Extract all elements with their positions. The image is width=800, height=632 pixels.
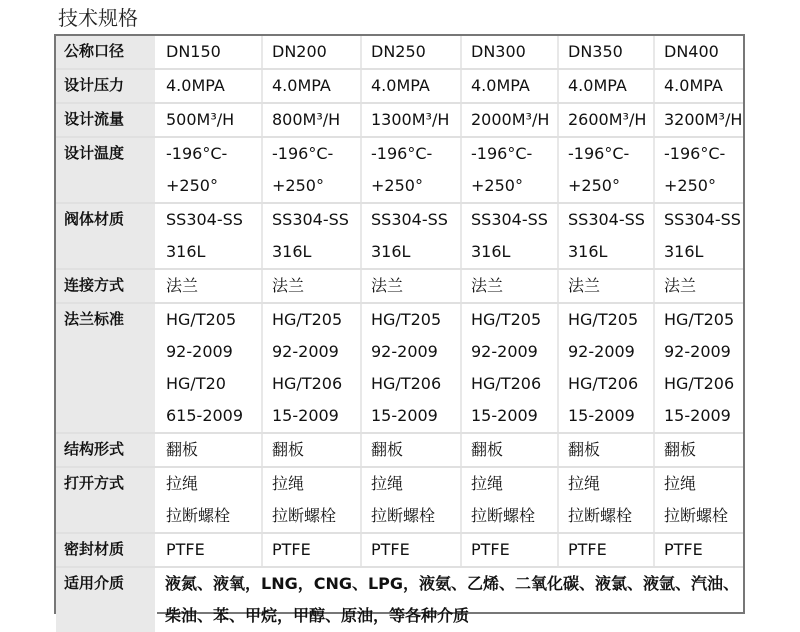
cell-text: DN200	[272, 42, 327, 61]
cell-text: PTFE	[272, 540, 311, 559]
spec-row	[56, 70, 743, 104]
cell-text: 15-2009	[272, 406, 339, 425]
cell-text: 翻板	[272, 440, 305, 459]
cell-text: 92-2009	[272, 342, 339, 361]
cell-text: HG/T20	[166, 374, 226, 393]
spec-cell	[157, 468, 263, 532]
media-text	[157, 568, 743, 632]
row-label	[56, 104, 157, 136]
spec-cell	[655, 534, 746, 566]
cell-text: 15-2009	[568, 406, 635, 425]
media-row	[56, 568, 743, 632]
row-label-text: 法兰标准	[64, 310, 125, 328]
cell-text: 拉断螺栓	[272, 506, 337, 525]
row-label	[56, 468, 157, 532]
cell-text: 翻板	[471, 440, 504, 459]
cell-text: 316L	[471, 242, 511, 261]
spec-cell	[559, 204, 655, 268]
row-label	[56, 270, 157, 302]
cell-text: DN250	[371, 42, 426, 61]
cell-text: +250°	[371, 176, 423, 195]
spec-cell	[462, 36, 559, 68]
cell-text: 拉绳	[166, 474, 199, 493]
cell-text: SS304-SS	[371, 210, 448, 229]
cell-text: 2000M³/H	[471, 110, 550, 129]
cell-text: 1300M³/H	[371, 110, 450, 129]
cell-text: HG/T205	[568, 310, 639, 329]
spec-row	[56, 104, 743, 138]
cell-text: 92-2009	[664, 342, 731, 361]
spec-cell	[362, 434, 462, 466]
cell-text: SS304-SS	[568, 210, 645, 229]
row-label	[56, 138, 157, 202]
spec-cell	[462, 534, 559, 566]
row-label	[56, 568, 157, 632]
cell-text: SS304-SS	[272, 210, 349, 229]
spec-row	[56, 304, 743, 434]
cell-text: 500M³/H	[166, 110, 235, 129]
cell-text: 法兰	[568, 276, 601, 295]
spec-cell	[157, 36, 263, 68]
spec-row	[56, 204, 743, 270]
cell-text: 拉断螺栓	[568, 506, 633, 525]
cell-text: 615-2009	[166, 406, 244, 425]
media-line: 柴油、苯、甲烷，甲醇、原油，等各种介质	[165, 606, 470, 625]
spec-row	[56, 468, 743, 534]
cell-text: DN400	[664, 42, 719, 61]
cell-text: 92-2009	[166, 342, 233, 361]
cell-text: 4.0MPA	[166, 76, 225, 95]
spec-cell	[462, 104, 559, 136]
cell-text: +250°	[166, 176, 218, 195]
cell-text: 800M³/H	[272, 110, 341, 129]
spec-cell	[362, 304, 462, 432]
spec-row	[56, 138, 743, 204]
spec-row	[56, 534, 743, 568]
cell-text: HG/T206	[371, 374, 442, 393]
row-label-text: 设计温度	[64, 144, 125, 162]
cell-text: +250°	[272, 176, 324, 195]
row-label	[56, 304, 157, 432]
cell-text: HG/T205	[664, 310, 735, 329]
cell-text: DN300	[471, 42, 526, 61]
spec-cell	[263, 138, 362, 202]
spec-cell	[462, 70, 559, 102]
spec-cell	[157, 534, 263, 566]
spec-cell	[362, 36, 462, 68]
row-label	[56, 204, 157, 268]
spec-cell	[655, 70, 746, 102]
cell-text: +250°	[664, 176, 716, 195]
spec-cell	[655, 434, 746, 466]
spec-cell	[362, 204, 462, 268]
cell-text: 拉绳	[272, 474, 305, 493]
spec-row	[56, 36, 743, 70]
cell-text: 法兰	[664, 276, 697, 295]
spec-cell	[157, 434, 263, 466]
cell-text: 拉绳	[371, 474, 404, 493]
spec-cell	[559, 36, 655, 68]
spec-cell	[157, 70, 263, 102]
spec-cell	[462, 304, 559, 432]
cell-text: +250°	[471, 176, 523, 195]
spec-cell	[263, 304, 362, 432]
cell-text: 4.0MPA	[664, 76, 723, 95]
cell-text: 法兰	[272, 276, 305, 295]
media-line: 液氮、液氧，LNG，CNG、LPG，液氨、乙烯、二氧化碳、液氯、液氩、汽油、	[165, 574, 740, 593]
cell-text: 316L	[272, 242, 312, 261]
spec-cell	[362, 70, 462, 102]
spec-cell	[462, 468, 559, 532]
spec-cell	[559, 104, 655, 136]
cell-text: 4.0MPA	[272, 76, 331, 95]
spec-cell	[559, 434, 655, 466]
row-label	[56, 70, 157, 102]
row-label-text: 结构形式	[64, 440, 125, 458]
row-label-text: 设计压力	[64, 76, 125, 94]
cell-text: 法兰	[166, 276, 199, 295]
spec-cell	[263, 104, 362, 136]
spec-cell	[655, 270, 746, 302]
cell-text: PTFE	[166, 540, 205, 559]
spec-cell	[263, 270, 362, 302]
cell-text: HG/T206	[272, 374, 343, 393]
page-title: 技术规格	[58, 6, 138, 30]
cell-text: -196°C-	[166, 144, 228, 163]
cell-text: 拉断螺栓	[371, 506, 436, 525]
cell-text: -196°C-	[272, 144, 334, 163]
row-label-text: 公称口径	[64, 42, 125, 60]
spec-cell	[559, 138, 655, 202]
spec-cell	[362, 138, 462, 202]
spec-row	[56, 434, 743, 468]
spec-cell	[263, 204, 362, 268]
cell-text: 翻板	[568, 440, 601, 459]
cell-text: 翻板	[166, 440, 199, 459]
cell-text: 15-2009	[471, 406, 538, 425]
spec-cell	[263, 36, 362, 68]
spec-cell	[655, 304, 746, 432]
cell-text: SS304-SS	[664, 210, 741, 229]
cell-text: SS304-SS	[471, 210, 548, 229]
cell-text: PTFE	[664, 540, 703, 559]
row-label	[56, 434, 157, 466]
spec-cell	[462, 434, 559, 466]
spec-cell	[655, 104, 746, 136]
row-label-text: 阀体材质	[64, 210, 125, 228]
spec-cell	[462, 204, 559, 268]
cell-text: HG/T206	[664, 374, 735, 393]
cell-text: 拉绳	[664, 474, 697, 493]
cell-text: HG/T205	[272, 310, 343, 329]
spec-cell	[362, 104, 462, 136]
spec-cell	[559, 270, 655, 302]
spec-cell	[655, 138, 746, 202]
cell-text: DN350	[568, 42, 623, 61]
spec-cell	[362, 468, 462, 532]
row-label	[56, 534, 157, 566]
cell-text: 4.0MPA	[471, 76, 530, 95]
cell-text: 15-2009	[371, 406, 438, 425]
cell-text: SS304-SS	[166, 210, 243, 229]
spec-cell	[263, 70, 362, 102]
spec-cell	[362, 270, 462, 302]
cell-text: -196°C-	[568, 144, 630, 163]
cell-text: 翻板	[371, 440, 404, 459]
cell-text: 316L	[371, 242, 411, 261]
spec-cell	[263, 468, 362, 532]
spec-cell	[559, 70, 655, 102]
cell-text: 法兰	[471, 276, 504, 295]
row-label-text: 设计流量	[64, 110, 125, 128]
cell-text: 92-2009	[568, 342, 635, 361]
cell-text: HG/T205	[471, 310, 542, 329]
cell-text: 4.0MPA	[371, 76, 430, 95]
row-label-text: 连接方式	[64, 276, 125, 294]
cell-text: 拉绳	[471, 474, 504, 493]
cell-text: 316L	[166, 242, 206, 261]
spec-cell	[462, 270, 559, 302]
spec-cell	[157, 270, 263, 302]
spec-cell	[655, 468, 746, 532]
cell-text: HG/T206	[568, 374, 639, 393]
cell-text: PTFE	[568, 540, 607, 559]
spec-cell	[559, 534, 655, 566]
cell-text: 2600M³/H	[568, 110, 647, 129]
spec-cell	[263, 434, 362, 466]
spec-cell	[655, 36, 746, 68]
spec-cell	[157, 204, 263, 268]
spec-row	[56, 270, 743, 304]
spec-cell	[655, 204, 746, 268]
cell-text: PTFE	[371, 540, 410, 559]
spec-cell	[362, 534, 462, 566]
row-label-text: 打开方式	[64, 474, 125, 492]
spec-cell	[157, 304, 263, 432]
cell-text: 92-2009	[471, 342, 538, 361]
cell-text: 拉断螺栓	[664, 506, 729, 525]
cell-text: 拉断螺栓	[166, 506, 231, 525]
cell-text: -196°C-	[371, 144, 433, 163]
cell-text: 法兰	[371, 276, 404, 295]
cell-text: 翻板	[664, 440, 697, 459]
row-label	[56, 36, 157, 68]
spec-cell	[157, 104, 263, 136]
cell-text: 15-2009	[664, 406, 731, 425]
spec-cell	[462, 138, 559, 202]
cell-text: 4.0MPA	[568, 76, 627, 95]
cell-text: 316L	[568, 242, 608, 261]
cell-text: -196°C-	[471, 144, 533, 163]
cell-text: HG/T205	[166, 310, 237, 329]
row-label-text: 密封材质	[64, 540, 125, 558]
cell-text: +250°	[568, 176, 620, 195]
cell-text: HG/T206	[471, 374, 542, 393]
cell-text: 拉断螺栓	[471, 506, 536, 525]
row-label-text: 适用介质	[64, 574, 125, 592]
cell-text: 拉绳	[568, 474, 601, 493]
spec-cell	[157, 138, 263, 202]
cell-text: DN150	[166, 42, 221, 61]
spec-cell	[263, 534, 362, 566]
cell-text: -196°C-	[664, 144, 726, 163]
cell-text: HG/T205	[371, 310, 442, 329]
spec-cell	[559, 468, 655, 532]
cell-text: 316L	[664, 242, 704, 261]
spec-cell	[559, 304, 655, 432]
cell-text: 92-2009	[371, 342, 438, 361]
cell-text: PTFE	[471, 540, 510, 559]
spec-table	[54, 34, 745, 625]
cell-text: 3200M³/H	[664, 110, 743, 129]
